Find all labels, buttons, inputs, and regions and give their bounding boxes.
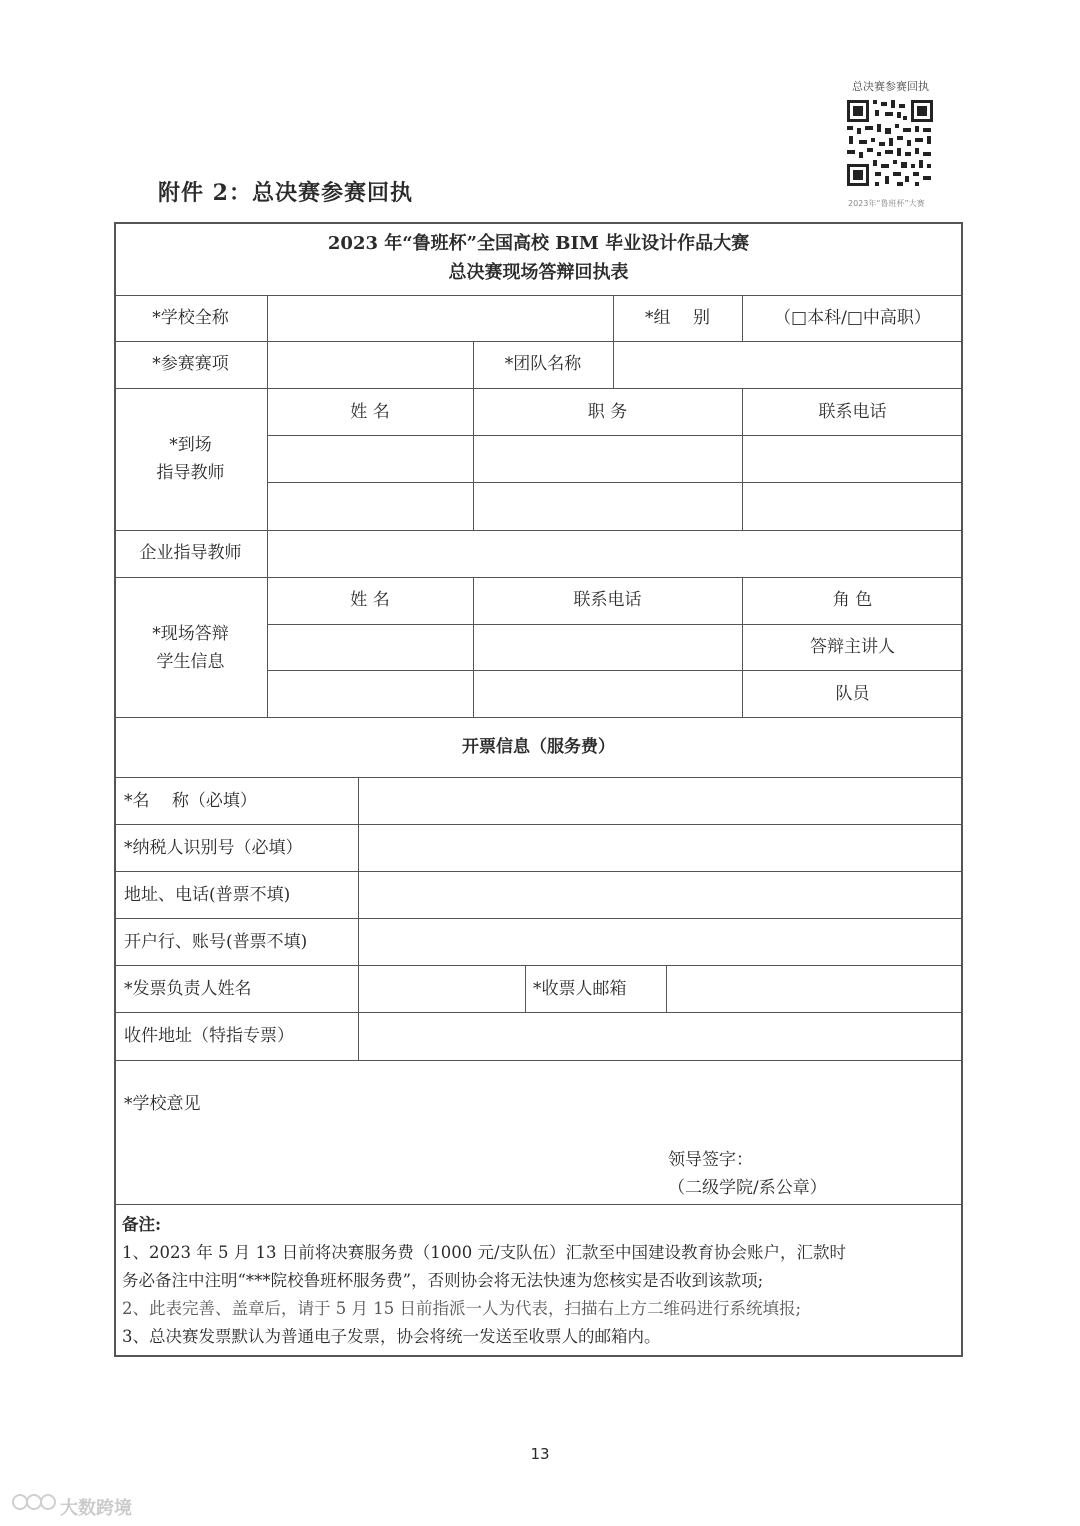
bank-field[interactable]: [360, 920, 961, 963]
mail-address-label: 收件地址（特指专票）: [124, 1026, 294, 1046]
row-line: [114, 1204, 963, 1205]
watermark-logo-icon: [12, 1490, 56, 1514]
student-label-line1: *现场答辩: [152, 624, 229, 644]
row-line: [267, 670, 963, 671]
row-line: [114, 1012, 963, 1013]
teacher-label-line1: *到场: [169, 435, 212, 455]
invoice-contact-field[interactable]: [360, 967, 523, 1010]
row-line: [114, 341, 963, 342]
group-options[interactable]: （□本科/□中高职）: [774, 308, 931, 328]
email-label: *收票人邮箱: [533, 979, 627, 999]
notes-heading: 备注:: [122, 1215, 162, 1234]
note-line: 3、总决赛发票默认为普通电子发票，协会将统一发送至收票人的邮箱内。: [122, 1327, 661, 1346]
row-line: [114, 824, 963, 825]
invoice-contact-label: *发票负责人姓名: [124, 979, 252, 999]
watermark-text: 大数跨境: [60, 1498, 132, 1519]
enterprise-teacher-label: 企业指导教师: [139, 543, 242, 563]
address-phone-label: 地址、电话(普票不填): [124, 885, 291, 905]
row-line: [267, 624, 963, 625]
tax-id-field[interactable]: [360, 826, 961, 869]
col-line: [666, 965, 667, 1012]
note-line: 务必备注中注明“***院校鲁班杯服务费”，否则协会将无法快速为您核实是否收到该款项;: [122, 1271, 764, 1290]
team-label: *团队名称: [504, 354, 582, 374]
group-label: *组 别: [645, 308, 710, 328]
teacher-col-name: 姓 名: [350, 402, 390, 422]
row-line: [114, 918, 963, 919]
teacher-col-position: 职 务: [587, 402, 628, 422]
attachment-title: 附件 2：总决赛参赛回执: [158, 180, 413, 206]
form-subtitle: 总决赛现场答辩回执表: [448, 262, 629, 283]
row-line: [267, 482, 963, 483]
col-line: [525, 965, 526, 1012]
invoice-name-field[interactable]: [360, 779, 961, 822]
stamp-label: （二级学院/系公章）: [668, 1178, 827, 1198]
event-field[interactable]: [269, 343, 471, 386]
page-number: 13: [530, 1445, 550, 1463]
tax-id-label: *纳税人识别号（必填）: [124, 838, 303, 858]
address-phone-field[interactable]: [360, 873, 961, 916]
form-title: 2023 年“鲁班杯”全国高校 BIM 毕业设计作品大赛: [327, 233, 750, 254]
row-line: [114, 388, 963, 389]
row-line: [114, 577, 963, 578]
note-line: 1、2023 年 5 月 13 日前将决赛服务费（1000 元/支队伍）汇款至中国建设教育协会账户，汇款时: [122, 1243, 847, 1262]
row-line: [114, 530, 963, 531]
col-line: [613, 341, 614, 388]
col-line: [267, 295, 268, 388]
email-field[interactable]: [668, 967, 961, 1010]
col-line: [267, 388, 268, 717]
school-opinion-label: *学校意见: [124, 1094, 201, 1114]
row-line: [114, 717, 963, 718]
col-line: [358, 777, 359, 1060]
row-line: [114, 295, 963, 296]
row-line: [114, 777, 963, 778]
invoice-name-label: *名 称（必填）: [124, 791, 257, 811]
qr-code[interactable]: [845, 98, 935, 188]
row-line: [267, 435, 963, 436]
event-label: *参赛赛项: [152, 354, 229, 374]
row-line: [114, 1060, 963, 1061]
teacher-col-phone: 联系电话: [818, 402, 887, 422]
invoice-header: 开票信息（服务费）: [462, 737, 615, 757]
signature-label: 领导签字：: [668, 1150, 753, 1170]
note-line: 2、此表完善、盖章后，请于 5 月 15 日前指派一人为代表，扫描右上方二维码进行系统填报;: [122, 1299, 802, 1318]
row-line: [114, 965, 963, 966]
school-name-field[interactable]: [269, 297, 611, 339]
student-col-role: 角 色: [832, 590, 873, 610]
student-col-name: 姓 名: [350, 590, 390, 610]
team-field[interactable]: [615, 343, 961, 386]
school-name-label: *学校全称: [152, 308, 229, 328]
bank-label: 开户行、账号(普票不填): [124, 932, 308, 952]
qr-caption: 总决赛参赛回执: [852, 80, 929, 93]
student-label-line2: 学生信息: [156, 652, 225, 672]
role-member: 队员: [835, 684, 870, 704]
role-lead: 答辩主讲人: [810, 637, 895, 657]
teacher-label-line2: 指导教师: [156, 463, 225, 483]
mail-address-field[interactable]: [360, 1014, 961, 1058]
student-col-phone: 联系电话: [573, 590, 642, 610]
enterprise-teacher-field[interactable]: [269, 532, 961, 575]
row-line: [114, 871, 963, 872]
qr-subcaption: 2023年“鲁班杯”大赛: [848, 199, 925, 208]
